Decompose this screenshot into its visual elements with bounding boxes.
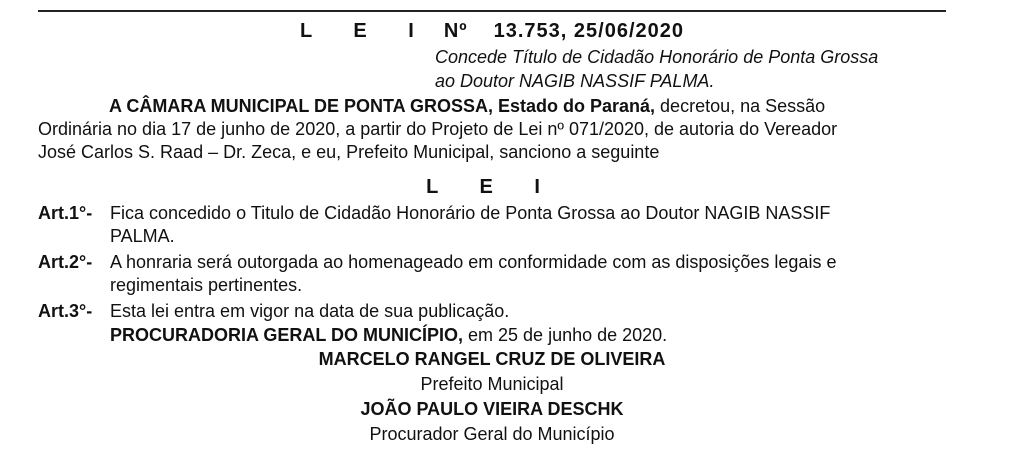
mayor-name: MARCELO RANGEL CRUZ DE OLIVEIRA	[318, 349, 666, 369]
article-label: Art.1°-	[38, 203, 93, 223]
article-text-line: Fica concedido o Titulo de Cidadão Honorário de Ponta Grossa ao Doutor NAGIB NASSIF	[110, 203, 831, 223]
preamble-line-1-rest: decretou, na Sessão	[655, 96, 826, 116]
summary-line-2: ao Doutor NAGIB NASSIF PALMA.	[435, 71, 715, 91]
article-text	[110, 202, 948, 248]
article-text-line: regimentais pertinentes.	[110, 275, 303, 295]
lei-heading: L E I	[426, 176, 558, 198]
article-text-line: Esta lei entra em vigor na data de sua publicação.	[110, 301, 510, 321]
closing-office-line	[110, 324, 910, 347]
preamble-line-1	[38, 95, 948, 118]
article-label: Art.3°-	[38, 301, 93, 321]
preamble-bold-lead: A CÂMARA MUNICIPAL DE PONTA GROSSA, Estado do Paraná,	[109, 96, 656, 116]
article-label: Art.2°-	[38, 252, 93, 272]
preamble	[38, 95, 948, 164]
law-title-word: L E I	[299, 20, 432, 42]
article-text-line: A honraria será outorgada ao homenageado em conformidade com as disposições legais e	[110, 252, 837, 272]
top-rule	[38, 10, 946, 12]
law-number-date: 13.753, 25/06/2020	[493, 20, 684, 42]
mayor-title: Prefeito Municipal	[420, 374, 564, 394]
law-number-sign: Nº	[443, 20, 468, 42]
summary-line-1: Concede Título de Cidadão Honorário de Ponta Grossa	[435, 47, 879, 67]
preamble-line-3: José Carlos S. Raad – Dr. Zeca, e eu, Prefeito Municipal, sanciono a seguinte	[38, 142, 660, 162]
law-title	[38, 20, 946, 43]
article-text-line: PALMA.	[110, 226, 175, 246]
attorney-title: Procurador Geral do Município	[369, 424, 615, 444]
closing-office: PROCURADORIA GERAL DO MUNICÍPIO,	[110, 325, 464, 345]
article-3	[38, 300, 948, 323]
closing-date: em 25 de junho de 2020.	[463, 325, 668, 345]
law-summary	[435, 45, 955, 93]
article-2	[38, 251, 948, 295]
article-text	[110, 300, 948, 323]
preamble-line-2: Ordinária no dia 17 de junho de 2020, a partir do Projeto de Lei nº 071/2020, de autoria do Vereador	[38, 119, 838, 139]
article-1	[38, 202, 948, 246]
article-text	[110, 251, 948, 297]
attorney-name: JOÃO PAULO VIEIRA DESCHK	[360, 399, 624, 419]
